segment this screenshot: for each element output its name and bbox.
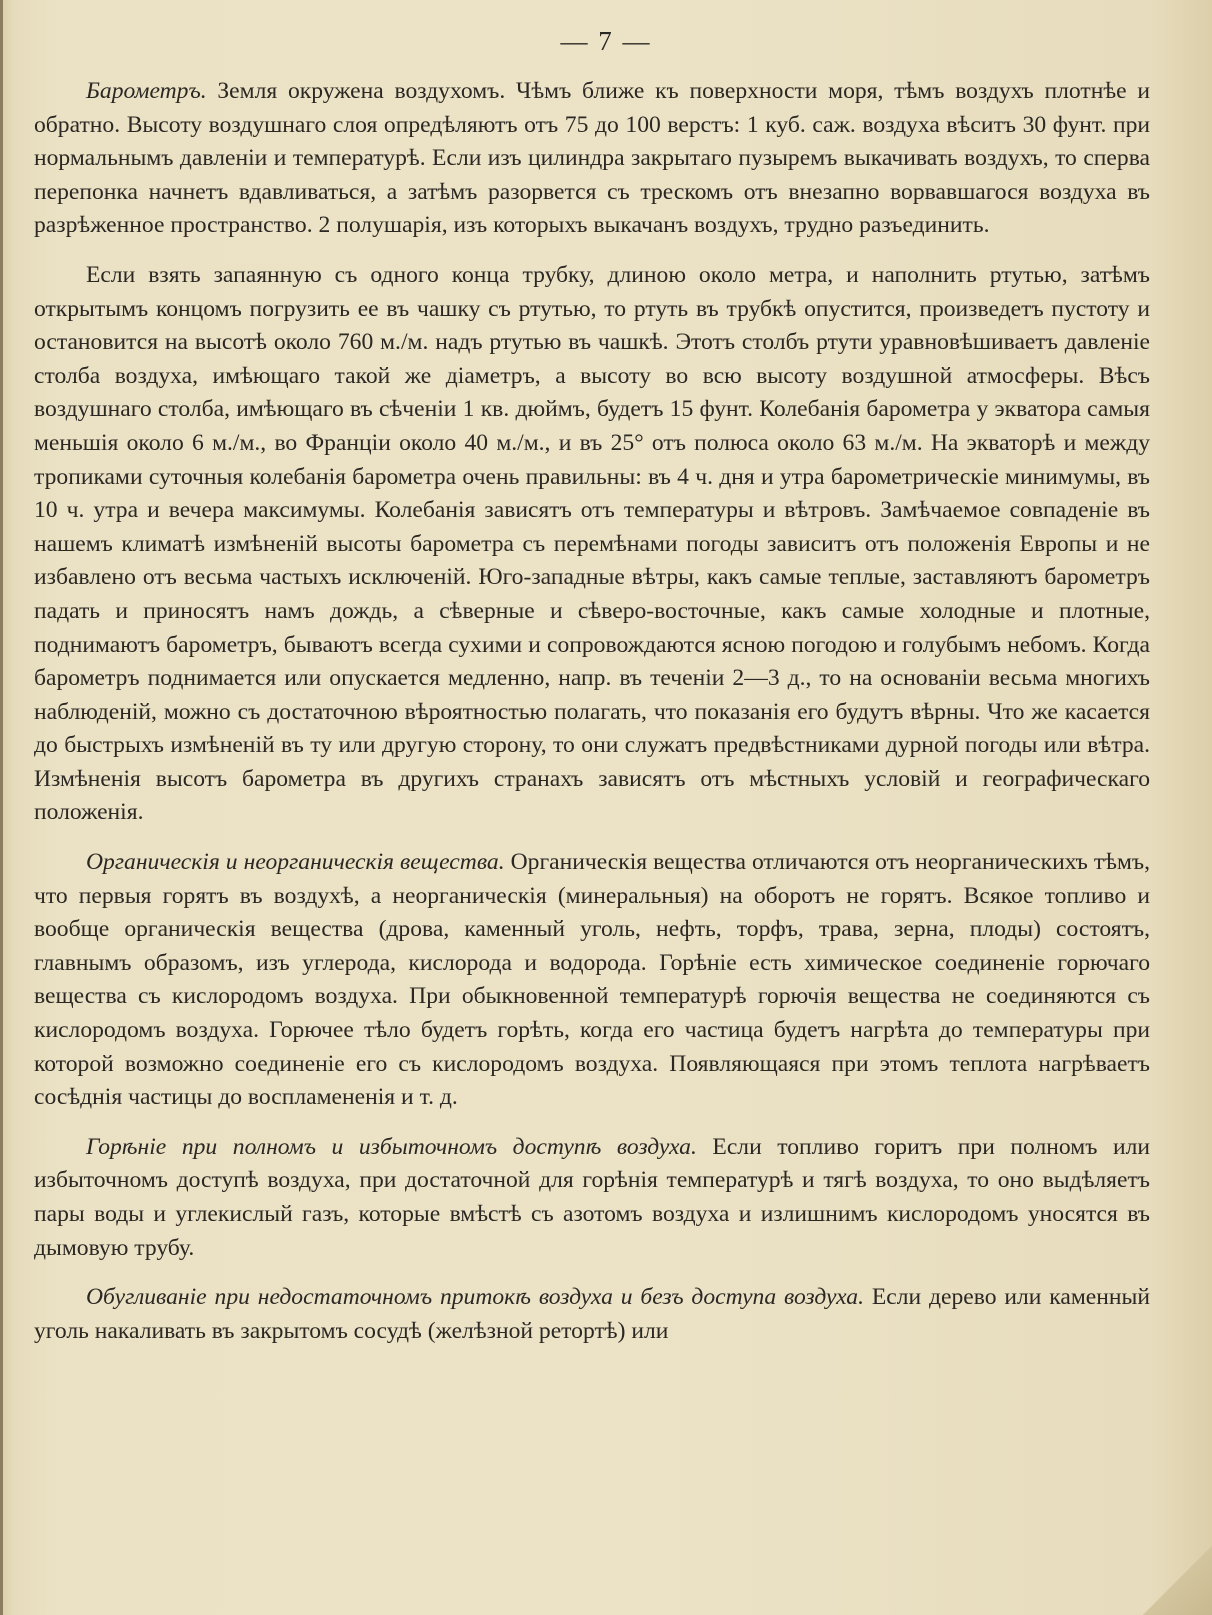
paragraph-mercury-tube	[34, 259, 1150, 830]
paragraph-text: Органическія вещества отличаются отъ неорганическихъ тѣмъ, что первыя горятъ въ воздухѣ, а неорганическія (минеральныя) на оборотъ не горятъ. Всякое топливо и вообще органическія вещества (дрова, каменный уголь, нефть, торфъ, трава, зерна, плоды) состоятъ, главнымъ образомъ, изъ углерода, кислорода и водорода. Горѣніе есть химическое соединеніе горючаго вещества съ кислородомъ воздуха. При обыкновенной температурѣ горючія вещества не соединяются съ кислородомъ воздуха. Горючее тѣло будетъ горѣть, когда его частица будетъ нагрѣта до температуры при которой возможно соединеніе его съ кислородомъ воздуха. Появляющаяся при этомъ теплота нагрѣваетъ сосѣднія частицы до воспламененія и т. д.	[34, 849, 1150, 1111]
paragraph-heading: Обугливаніе при недостаточномъ притокѣ воздуха и безъ доступа воздуха.	[86, 1284, 864, 1311]
paragraph-heading: Органическія и неорганическія вещества.	[86, 849, 505, 876]
page-corner-fold	[1142, 1545, 1212, 1615]
page-binding-edge	[0, 0, 3, 1615]
paragraph-text: Если дерево или каменный уголь накаливать въ закрытомъ сосудѣ (желѣзной ретортѣ) или	[34, 1284, 1150, 1344]
page-body	[34, 75, 1150, 1364]
paragraph-organic-substances	[34, 846, 1150, 1115]
paragraph-heading: Горѣніе при полномъ и избыточномъ доступѣ воздуха.	[86, 1133, 697, 1160]
paragraph-barometer	[34, 75, 1150, 243]
paragraph-heading: Барометръ.	[86, 78, 207, 104]
paragraph-text: Земля окружена воздухомъ. Чѣмъ ближе къ поверхности моря, тѣмъ воздухъ плотнѣе и обратно. Высоту воздушнаго слоя опредѣляютъ отъ 75 до 100 верстъ: 1 куб. саж. воздуха вѣситъ 30 фунт. при нормальнымъ давленіи и температурѣ. Если изъ цилиндра закрытаго пузыремъ выкачивать воздухъ, то сперва перепонка начнетъ вдавливаться, а затѣмъ разорвется съ трескомъ отъ внезапно ворвавшагося воздуха въ разрѣженное пространство. 2 полушарія, изъ которыхъ выкачанъ воздухъ, трудно разъединить.	[34, 78, 1150, 239]
paragraph-charring	[34, 1281, 1150, 1348]
paragraph-full-air-combustion	[34, 1131, 1150, 1265]
paragraph-text: Если взять запаянную съ одного конца трубку, длиною около метра, и наполнить ртутью, затѣмъ открытымъ концомъ погрузить ее въ чашку съ ртутью, то ртуть въ трубкѣ опустится, произведетъ пустоту и остановится на высотѣ около 760 м./м. надъ ртутью въ чашкѣ. Этотъ столбъ ртути уравновѣшиваетъ давленіе столба воздуха, имѣющаго такой же діаметръ, а высоту во всю высоту воздушной атмосферы. Вѣсъ воздушнаго столба, имѣющаго въ сѣченіи 1 кв. дюймъ, будетъ 15 фунт. Колебанія барометра у экватора самыя меньшія около 6 м./м., во Франціи около 40 м./м., и въ 25° отъ полюса около 63 м./м. На экваторѣ и между тропиками суточныя колебанія барометра очень правильны: въ 4 ч. дня и утра барометрическіе минимумы, въ 10 ч. утра и вечера максимумы. Колебанія зависятъ отъ температуры и вѣтровъ. Замѣчаемое совпаденіе въ нашемъ климатѣ измѣненій высоты барометра съ перемѣнами погоды зависитъ отъ положенія Европы и не избавлено отъ весьма частыхъ исключеній. Юго-западные вѣтры, какъ самые теплые, заставляютъ барометръ падать и приносятъ намъ дождь, а сѣверные и сѣверо-восточные, какъ самые холодные и плотные, поднимаютъ барометръ, бываютъ всегда сухими и сопровождаются ясною погодою и голубымъ небомъ. Когда барометръ поднимается или опускается медленно, напр. въ теченіи 2—3 д., то на основаніи весьма многихъ наблюденій, можно съ достаточною вѣроятностью полагать, что показанія его будутъ вѣрны. Что же касается до быстрыхъ измѣненій въ ту или другую сторону, то они служатъ предвѣстниками дурной погоды или вѣтра. Измѣненія высотъ барометра въ другихъ странахъ зависятъ отъ мѣстныхъ условій и географическаго положенія.	[34, 261, 1150, 826]
paragraph-text: Если топливо горитъ при полномъ или избыточномъ доступѣ воздуха, при достаточной для горѣнія температурѣ и тягѣ воздуха, то оно выдѣляетъ пары воды и углекислый газъ, которые вмѣстѣ съ азотомъ воздуха и излишнимъ кислородомъ уносятся въ дымовую трубу.	[34, 1133, 1150, 1261]
page-number: — 7 —	[560, 26, 652, 56]
